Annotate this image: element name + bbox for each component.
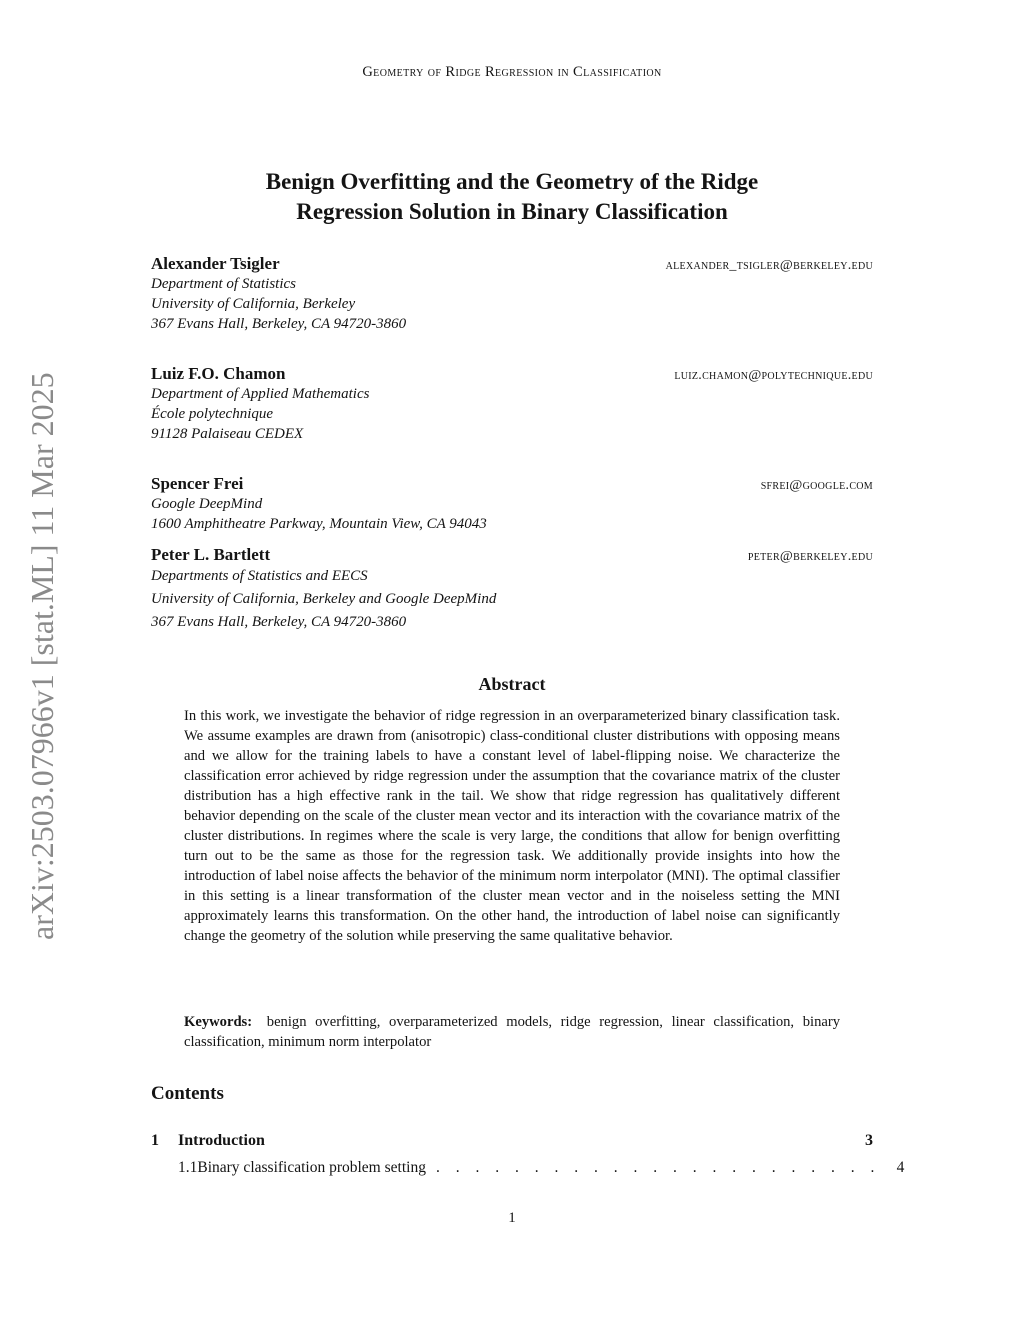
author-affiliation-line: University of California, Berkeley (151, 296, 356, 312)
toc-entry-binary-classification[interactable] (151, 1159, 905, 1177)
author-email[interactable]: sfrei@google.com (760, 478, 873, 493)
arxiv-side-stamp: arXiv:2503.07966v1 [stat.ML] 11 Mar 2025 (24, 372, 60, 940)
paper-title (0, 167, 1024, 227)
author-email[interactable]: peter@berkeley.edu (747, 549, 873, 564)
page-number: 1 (508, 1210, 516, 1226)
author-affiliation-line: Google DeepMind (151, 496, 263, 512)
author-name: Peter L. Bartlett (151, 545, 271, 564)
author-affiliation-line: 91128 Palaiseau CEDEX (151, 426, 304, 442)
toc-entry-title: Introduction (178, 1132, 265, 1149)
author-affiliation-line: 1600 Amphitheatre Parkway, Mountain View, CA 94043 (151, 516, 487, 532)
toc-entry-title: Binary classification problem setting (197, 1159, 426, 1176)
author-affiliation-line: Department of Statistics (151, 276, 296, 292)
author-name: Luiz F.O. Chamon (151, 364, 286, 383)
abstract-text: In this work, we investigate the behavior of ridge regression in an overparameterized binary classification task. We assume examples are drawn from (anisotropic) class-conditional cluster distributions with opposing means and we allow for the training labels to have a constant level of label-flipping noise. We characterize the classification error achieved by ridge regression under the assumption that the covariance matrix of the cluster distribution has a high effective rank in the tail. We show that ridge regression has qualitatively different behavior depending on the scale of the cluster mean vector and its interaction with the covariance matrix of the cluster distributions. In regimes where the scale is very large, the conditions that allow for benign overfitting turn out to be the same as those for the regression task. We additionally provide insights into how the introduction of label noise affects the behavior of the minimum norm interpolator (MNI). The optimal classifier in this setting is a linear transformation of the cluster mean vector and in the noiseless setting the MNI approximately learns this transformation. On the other hand, the introduction of label noise can significantly change the geometry of the solution while preserving the same qualitative behavior. (184, 708, 840, 944)
author-affiliation-line: Departments of Statistics and EECS (151, 568, 368, 584)
abstract-body (184, 706, 840, 946)
author-affiliation-line: 367 Evans Hall, Berkeley, CA 94720-3860 (151, 614, 407, 630)
author-name: Spencer Frei (151, 474, 244, 493)
keywords-text: benign overfitting, overparameterized models, ridge regression, linear classification, binary classification, minimum norm interpolator (184, 1014, 841, 1050)
author-block-2 (151, 364, 873, 444)
author-affiliation-line: 367 Evans Hall, Berkeley, CA 94720-3860 (151, 316, 407, 332)
abstract-heading: Abstract (478, 674, 546, 694)
paper-title-line-1: Benign Overfitting and the Geometry of the Ridge (265, 169, 759, 194)
toc-entry-introduction[interactable] (151, 1132, 873, 1150)
author-affiliation-line: Department of Applied Mathematics (151, 386, 370, 402)
toc-entry-number: 1.1 (178, 1159, 198, 1176)
toc-entry-page: 3 (865, 1132, 873, 1149)
keywords (184, 1012, 840, 1052)
running-head: Geometry of Ridge Regression in Classification (362, 64, 662, 80)
author-block-3 (151, 474, 873, 534)
keywords-label: Keywords: (184, 1014, 253, 1030)
author-name: Alexander Tsigler (151, 254, 280, 273)
author-email[interactable]: alexander_tsigler@berkeley.edu (665, 258, 873, 273)
contents-heading: Contents (151, 1083, 224, 1104)
toc-leader-dots: . . . . . . . . . . . . . . . . . . . . . . . (435, 1159, 881, 1176)
author-affiliation-line: École polytechnique (151, 406, 274, 422)
author-affiliation-line: University of California, Berkeley and Google DeepMind (151, 591, 497, 607)
toc-entry-number: 1 (151, 1132, 159, 1149)
author-block-1 (151, 254, 873, 334)
author-email[interactable]: luiz.chamon@polytechnique.edu (674, 368, 873, 383)
author-block-4 (151, 545, 873, 634)
paper-title-line-2: Regression Solution in Binary Classification (296, 199, 728, 224)
toc-entry-page: 4 (896, 1159, 905, 1176)
